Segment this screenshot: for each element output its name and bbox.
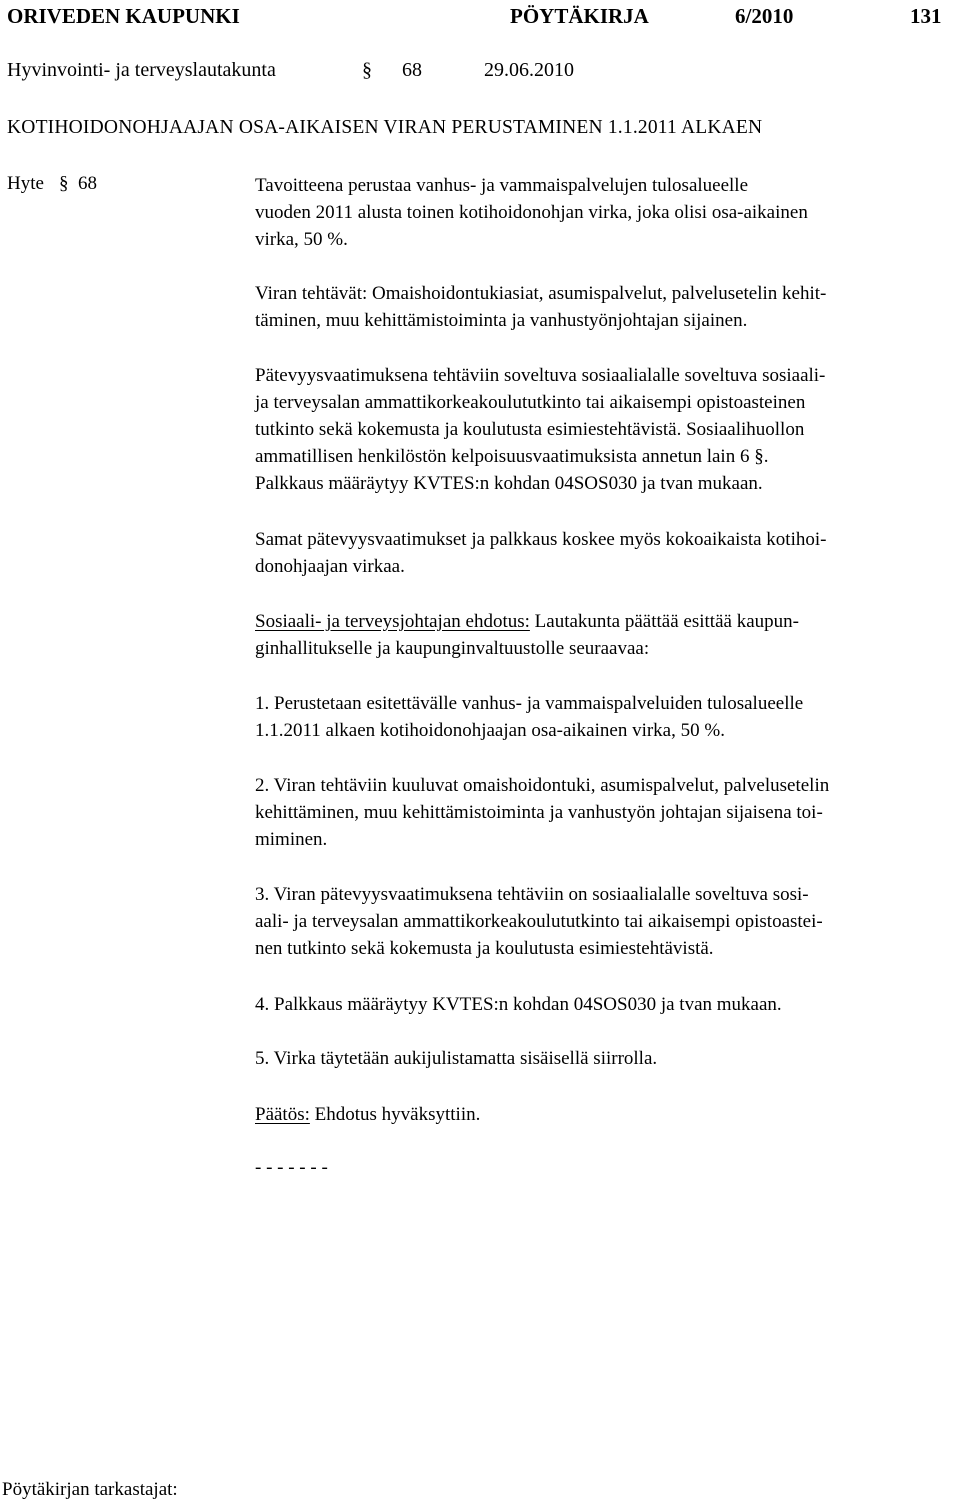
paragraph-line: donohjaajan virkaa. xyxy=(255,556,405,577)
item-line: kehittäminen, muu kehittämistoiminta ja vanhustyön johtajan sijaisena toi- xyxy=(255,802,823,823)
board-name: Hyvinvointi- ja terveyslautakunta xyxy=(7,59,276,81)
item-line: 5. Virka täytetään aukijulistamatta sisäisellä siirrolla. xyxy=(255,1048,658,1069)
item-line: 2. Viran tehtäviin kuuluvat omaishoidontuki, asumispalvelut, palvelusetelin xyxy=(255,775,830,796)
item-line: 1.1.2011 alkaen kotihoidonohjaajan osa-aikainen virka, 50 %. xyxy=(255,720,725,741)
page-number: 131 xyxy=(910,4,942,28)
section-number: 68 xyxy=(402,59,422,81)
proposal-item-1 xyxy=(255,690,945,744)
section-symbol: § xyxy=(362,59,372,81)
paragraph-line: Palkkaus määräytyy KVTES:n kohdan 04SOS030 ja tvan mukaan. xyxy=(255,473,763,494)
paragraph-fulltime xyxy=(255,526,945,580)
item-line: aali- ja terveysalan ammattikorkeakoulututkinto tai aikaisempi opistoastei- xyxy=(255,911,823,932)
paragraph-duties xyxy=(255,280,945,334)
decision-label: Päätös: xyxy=(255,1104,310,1125)
paragraph-line: vuoden 2011 alusta toinen kotihoidonohjan virka, joka olisi osa-aikainen xyxy=(255,202,808,223)
paragraph-line: virka, 50 %. xyxy=(255,229,348,250)
matter-title: KOTIHOIDONOHJAAJAN OSA-AIKAISEN VIRAN PERUSTAMINEN 1.1.2011 ALKAEN xyxy=(7,117,763,138)
city-name: ORIVEDEN KAUPUNKI xyxy=(7,4,240,28)
item-line: nen tutkinto sekä kokemusta ja koulutusta esimiestehtävistä. xyxy=(255,938,714,959)
decision-paragraph xyxy=(255,1101,945,1128)
paragraph-line: Tavoitteena perustaa vanhus- ja vammaispalvelujen tulosalueelle xyxy=(255,175,749,196)
reference-prefix: Hyte xyxy=(7,173,44,194)
proposal-item-5 xyxy=(255,1045,945,1072)
paragraph-qualifications xyxy=(255,362,945,497)
reference-number: 68 xyxy=(78,173,97,194)
reviewers-label: Pöytäkirjan tarkastajat: xyxy=(2,1479,178,1500)
paragraph-line: ammatillisen henkilöstön kelpoisuusvaatimuksista annetun lain 6 §. xyxy=(255,446,769,467)
proposal-paragraph xyxy=(255,608,945,662)
document-type: PÖYTÄKIRJA xyxy=(510,4,649,28)
document-number: 6/2010 xyxy=(735,4,794,28)
proposal-text: ginhallitukselle ja kaupunginvaltuustolle seuraavaa: xyxy=(255,638,650,659)
item-line: miminen. xyxy=(255,829,328,850)
paragraph-line: tutkinto sekä kokemusta ja koulutusta esimiestehtävistä. Sosiaalihuollon xyxy=(255,419,805,440)
section-separator: - - - - - - - xyxy=(255,1157,328,1178)
paragraph-line: ja terveysalan ammattikorkeakoulututkinto tai aikaisempi opistoasteinen xyxy=(255,392,806,413)
proposal-item-4 xyxy=(255,991,945,1018)
paragraph-line: Viran tehtävät: Omaishoidontukiasiat, asumispalvelut, palvelusetelin kehit- xyxy=(255,283,827,304)
proposal-item-2 xyxy=(255,772,945,853)
item-line: 4. Palkkaus määräytyy KVTES:n kohdan 04SOS030 ja tvan mukaan. xyxy=(255,994,782,1015)
paragraph-line: täminen, muu kehittämistoiminta ja vanhustyönjohtajan sijainen. xyxy=(255,310,748,331)
meeting-date: 29.06.2010 xyxy=(484,59,574,81)
reference-symbol: § xyxy=(59,173,69,194)
item-line: 1. Perustetaan esitettävälle vanhus- ja vammaispalveluiden tulosalueelle xyxy=(255,693,804,714)
decision-text: Ehdotus hyväksyttiin. xyxy=(309,1104,481,1125)
paragraph-goal xyxy=(255,172,945,253)
proposal-item-3 xyxy=(255,881,945,962)
proposal-text: Lautakunta päättää esittää kaupun- xyxy=(529,611,799,632)
item-line: 3. Viran pätevyysvaatimuksena tehtäviin on sosiaalialalle soveltuva sosi- xyxy=(255,884,809,905)
paragraph-line: Pätevyysvaatimuksena tehtäviin soveltuva sosiaalialalle soveltuva sosiaali- xyxy=(255,365,826,386)
proposal-label: Sosiaali- ja terveysjohtajan ehdotus: xyxy=(255,611,530,632)
paragraph-line: Samat pätevyysvaatimukset ja palkkaus koskee myös kokoaikaista kotihoi- xyxy=(255,529,827,550)
